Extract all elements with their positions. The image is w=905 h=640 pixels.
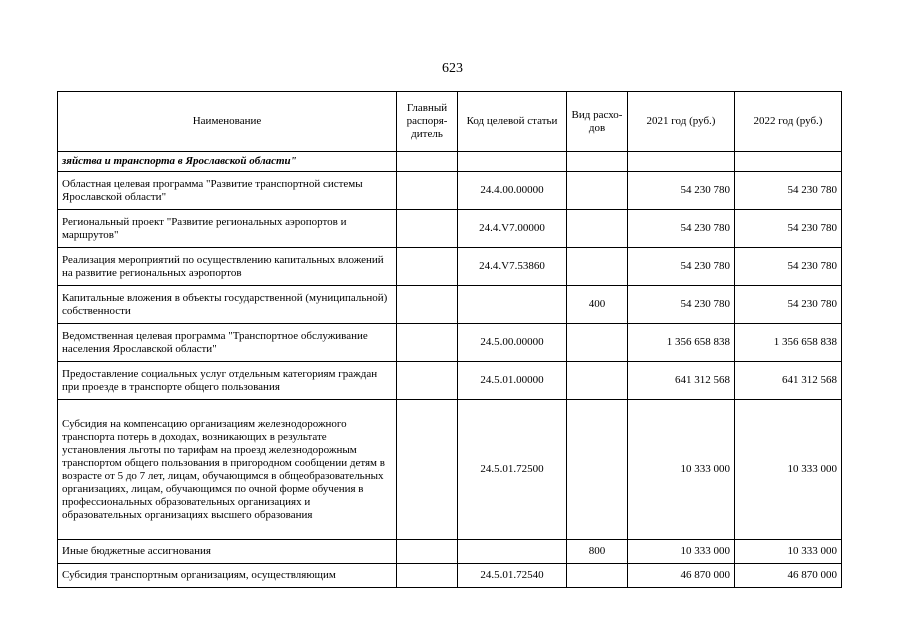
- row-name: Капитальные вложения в объекты государственной (муниципальной) собственности: [58, 286, 397, 324]
- row-admin: [397, 540, 458, 564]
- row-2022: 54 230 780: [735, 172, 842, 210]
- row-code: 24.5.01.00000: [458, 362, 567, 400]
- table-row: [58, 540, 842, 564]
- row-2022: 54 230 780: [735, 286, 842, 324]
- header-year-2022: 2022 год (руб.): [735, 92, 842, 152]
- budget-table: [57, 91, 842, 588]
- table-row: [58, 324, 842, 362]
- row-admin: [397, 400, 458, 540]
- header-kind: Вид расхо-дов: [567, 92, 628, 152]
- row-name: Субсидия транспортным организациям, осуществляющим: [58, 564, 397, 588]
- row-2021: 54 230 780: [628, 210, 735, 248]
- row-admin: [397, 210, 458, 248]
- row-2021: 46 870 000: [628, 564, 735, 588]
- row-kind: [567, 324, 628, 362]
- row-2022: 10 333 000: [735, 400, 842, 540]
- table-row: [58, 362, 842, 400]
- row-kind: 800: [567, 540, 628, 564]
- row-admin: [397, 286, 458, 324]
- row-2022: 1 356 658 838: [735, 324, 842, 362]
- row-2021: 10 333 000: [628, 400, 735, 540]
- row-2021: 1 356 658 838: [628, 324, 735, 362]
- table-row: [58, 564, 842, 588]
- section-empty-cell: [735, 152, 842, 172]
- row-2021: 54 230 780: [628, 248, 735, 286]
- row-2022: 641 312 568: [735, 362, 842, 400]
- section-empty-cell: [397, 152, 458, 172]
- row-name: Региональный проект "Развитие региональных аэропортов и маршрутов": [58, 210, 397, 248]
- row-admin: [397, 564, 458, 588]
- section-empty-cell: [458, 152, 567, 172]
- row-kind: [567, 172, 628, 210]
- table-row: [58, 248, 842, 286]
- row-code: 24.4.V7.00000: [458, 210, 567, 248]
- row-admin: [397, 248, 458, 286]
- section-empty-cell: [567, 152, 628, 172]
- row-kind: [567, 362, 628, 400]
- row-2021: 10 333 000: [628, 540, 735, 564]
- table-row: [58, 400, 842, 540]
- row-name: Реализация мероприятий по осуществлению капитальных вложений на развитие региональных аэропортов: [58, 248, 397, 286]
- row-code: [458, 286, 567, 324]
- row-2022: 54 230 780: [735, 248, 842, 286]
- header-name: Наименование: [58, 92, 397, 152]
- row-code: 24.5.01.72540: [458, 564, 567, 588]
- row-2021: 54 230 780: [628, 172, 735, 210]
- table-header-row: [58, 92, 842, 152]
- row-code: 24.5.00.00000: [458, 324, 567, 362]
- row-code: [458, 540, 567, 564]
- header-admin: Главный распоря-дитель: [397, 92, 458, 152]
- row-name: Субсидия на компенсацию организациям железнодорожного транспорта потерь в доходах, возникающих в результате установления льготы по тарифам на проезд железнодорожным транспортом общего пользования в пригородном сообщении детям в возрасте от 5 до 7 лет, лицам, обучающимся в общеобразовательных организациях, лицам, обучающимся по очной форме обучения в профессиональных образовательных организациях и образовательных организациях высшего образования: [58, 400, 397, 540]
- row-name: Предоставление социальных услуг отдельным категориям граждан при проезде в транспорте общего пользования: [58, 362, 397, 400]
- row-kind: [567, 248, 628, 286]
- page-number: 623: [442, 61, 463, 76]
- header-code: Код целевой статьи: [458, 92, 567, 152]
- row-2022: 10 333 000: [735, 540, 842, 564]
- row-kind: 400: [567, 286, 628, 324]
- row-name: Иные бюджетные ассигнования: [58, 540, 397, 564]
- row-code: 24.5.01.72500: [458, 400, 567, 540]
- row-admin: [397, 324, 458, 362]
- row-kind: [567, 400, 628, 540]
- row-name: Ведомственная целевая программа "Транспортное обслуживание населения Ярославской области": [58, 324, 397, 362]
- table-row: [58, 172, 842, 210]
- row-kind: [567, 564, 628, 588]
- row-2022: 54 230 780: [735, 210, 842, 248]
- section-title: зяйства и транспорта в Ярославской области": [58, 152, 397, 172]
- row-2021: 54 230 780: [628, 286, 735, 324]
- row-code: 24.4.V7.53860: [458, 248, 567, 286]
- header-year-2021: 2021 год (руб.): [628, 92, 735, 152]
- row-2022: 46 870 000: [735, 564, 842, 588]
- table-row: [58, 210, 842, 248]
- row-admin: [397, 362, 458, 400]
- row-code: 24.4.00.00000: [458, 172, 567, 210]
- row-name: Областная целевая программа "Развитие транспортной системы Ярославской области": [58, 172, 397, 210]
- section-row: [58, 152, 842, 172]
- row-2021: 641 312 568: [628, 362, 735, 400]
- row-kind: [567, 210, 628, 248]
- row-admin: [397, 172, 458, 210]
- section-empty-cell: [628, 152, 735, 172]
- table-row: [58, 286, 842, 324]
